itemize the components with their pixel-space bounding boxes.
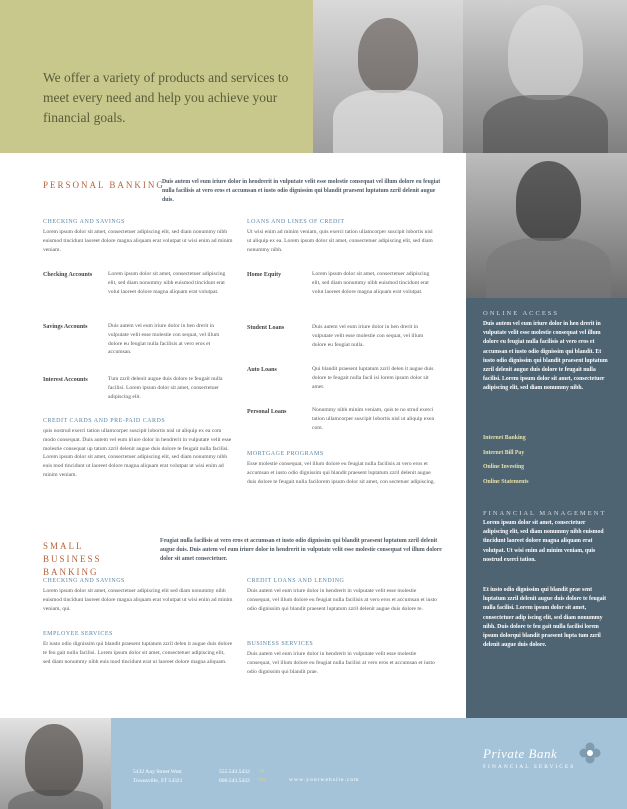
bank-logo (461, 742, 601, 782)
interest-accounts-label: Interest Accounts (43, 377, 88, 383)
student-loans-text: Duis autem vel eum iriure dolor in hen drerit in vulputate velit esse molestie con sequat, vel illum dolore eu feugiat nulla. (312, 324, 424, 348)
checking-accounts-label: Checking Accounts (43, 272, 93, 278)
student-loans-label: Student Loans (247, 325, 285, 331)
employee-services-body: Et iusto odio dignissim qui blandit praesent luptatum zzril delen it augue duis dolore te feu gait nulla facilisi. Lorem ipsum dolor sit amet, consectetuer adipiscing elit, sed diam nonummy nibh euis mod tincidunt erat ut laoreet dolore magna aliquam. (43, 641, 233, 665)
business-services-heading: BUSINESS SERVICES (247, 641, 314, 647)
fax-label: fax (259, 777, 267, 783)
link-online-statements[interactable]: Online Statements (483, 479, 529, 485)
link-online-investing[interactable]: Online Investing (483, 464, 525, 470)
phone-number: 555.543.5432 (219, 769, 250, 775)
financial-management-heading: FINANCIAL MANAGEMENT (483, 510, 607, 517)
savings-accounts-text: Duis autem vel eum iriure dolor in hen drerit in vulputate velit esse molestie con sequat, vel illum dolore eu feugiat nulla facilisis at vero eros et accumsan. (108, 323, 220, 356)
footer-bar (111, 718, 627, 809)
hero-tagline: We offer a variety of products and services to meet every need and help you achieve your financial goals. (43, 70, 289, 125)
loans-heading: LOANS AND LINES OF CREDIT (247, 219, 345, 225)
logo-subtitle: FINANCIAL SERVICES (483, 764, 576, 770)
sb-checking-body: Lorem ipsum dolor sit amet, consectetuer adipiscing elit sed diam nonummy nibh euismod tincidunt laoreet dolore magna aliquam erat volutpat ut wisi enim ad minim veniam, qui. (43, 588, 233, 612)
online-access-heading: ONLINE ACCESS (483, 310, 560, 317)
home-equity-label: Home Equity (247, 272, 282, 278)
website-link[interactable]: www.yourwebsite.com (289, 777, 360, 783)
auto-loans-text: Qui blandit praesent luptatum zzril delen it augue duis dolore te feugait nulla facil isi lorem ipsum dolor sit amet. (312, 366, 434, 390)
checking-accounts-text: Lorem ipsum dolor sit amet, consectetuer adipiscing elit, sed diam nonummy nibh euismod tincidunt erat volut laoreet dolore magna aliquam erat volutpat. (108, 271, 226, 295)
photo-woman-portrait (0, 718, 111, 809)
address-line-1: 5432 Any Street West (133, 769, 182, 775)
checking-savings-body: Lorem ipsum dolor sit amet, consectetuer adipiscing elit, sed diam nonummy nibh euismod tincidunt laoreet dolore magna aliquam erat volutpat ut wisi enim ad minim veniam. (43, 229, 233, 253)
financial-management-body-2: Et iusto odio dignissim qui blandit prae sent luptatum zzril delenit augue duis dolore te feugait nulla facilisi. Lorem ipsum dolor sit amet, consectetuer adip iscing elit, sed diam nonummy nibh. Duis dolore te feu gait nulla facilisi lorem ipsum dolorqui blandit praesent lupta tum zzril delenit augue duis dolore. (483, 587, 607, 649)
logo-wordmark: Private Bank (483, 746, 558, 761)
personal-banking-title: PERSONAL BANKING (43, 180, 165, 190)
savings-accounts-label: Savings Accounts (43, 324, 88, 330)
credit-cards-body: quis nostrud exerci tation ullamcorper suscipit lobortis nisl ut aliquip ex ea com modo consequat. Duis autem vel eum iriure dolor in hendrerit in vulputate velit esse molestie consequat up tatum zzril delenit augue duis dolore te feugait nulla facilisi. Lorem ipsum dolor sit amet, consectetuer adipiscing elit, sed diam nonummy nibh euis mod tincidunt ut laoreet dolore magna aliquam erat volutpat ut wisi enim ad minim veniam. (43, 428, 232, 478)
loans-body: Ut wisi enim ad minim veniam, quis exerci tation ullamcorper suscipit lobortis nisl ut aliquip ex ea. Lorem ipsum dolor sit amet, consectetuer adipiscing elit, sed diam nonummy nibh. (247, 229, 433, 253)
credit-loans-body: Duis autem vel eum iriure dolor in hendrerit in vulputate velit esse molestie consequat, vel illum dolore eu feugiat nulla facilisis at vero eros et accumsan et iusto odio dignissim qui blandit praesent luptatum zzril delenit augue duis dolore te. (247, 588, 437, 612)
employee-services-heading: EMPLOYEE SERVICES (43, 631, 113, 637)
personal-banking-intro: Duis autem vel eum iriure dolor in hendrerit in vulputate velit esse molestie consequat vel illum dolore eu feugiat nulla facilisis at vero eros et accumsan et iusto odio dignissim qui blandit praesent luptatum zzril delenit augue duis. (162, 179, 441, 203)
checking-savings-heading: CHECKING AND SAVINGS (43, 219, 125, 225)
phone-label: tel (259, 768, 265, 774)
sb-checking-heading: CHECKING AND SAVINGS (43, 578, 125, 584)
auto-loans-label: Auto Loans (247, 367, 277, 373)
credit-cards-heading: CREDIT CARDS AND PRE-PAID CARDS (43, 418, 166, 424)
link-internet-banking[interactable]: Internet Banking (483, 435, 526, 441)
sidebar-panel (466, 298, 627, 718)
small-business-intro: Feugiat nulla facilisis at vero eros et accumsan et iusto odio dignissim qui blandit praesent luptatum zzril delenit augue duis. Duis autem vel eum iriure dolor in hendrerit in vulputate velit esse molestie consequat vel illum dolore dolor sit amet consectetuer. (160, 538, 442, 562)
personal-loans-text: Nonummy nibh minim veniam, quis te no strud exerci tation ullamcorper suscipit lobortis nisl ut aliquip exea com. (312, 407, 434, 431)
interest-accounts-text: Tum zzril delenit augue duis dolore te feugait nulla facilisi. Lorem ipsum dolor sit amet, consectetuer adipiscing elit. (108, 376, 223, 400)
financial-management-body-1: Lorem ipsum dolor sit amet, consectetuer adipiscing elit, sed diam nonummy nibh euismod tincidunt laoreet dolore magna aliquam erat volutpat. Ut wisi enim ad minim veniam, quis nostrud exerci tation. (483, 520, 604, 563)
photo-man-glasses (313, 0, 463, 153)
photo-man-smiling (466, 153, 627, 298)
photo-woman-smiling (463, 0, 627, 153)
home-equity-text: Lorem ipsum dolor sit amet, consectetuer adipiscing elit, sed diam nonummy nibh euismod tincidunt erat volut laoreet dolore magna aliquam erat volutpat. (312, 271, 430, 295)
personal-loans-label: Personal Loans (247, 409, 287, 415)
mortgage-body: Esse molestie consequat, vel illum dolore eu feugiat nulla facilisis at vero eros et accumsan et iusto odio dignissim qui blandit praesent luptatum zzril delenit augue duis dolore te feugait nulla facilorem ipsum dolor sit amet, con sectetuer adipiscing. (247, 461, 435, 485)
fax-number: 800.543.5432 (219, 778, 250, 784)
business-services-body: Duis autem vel eum iriure dolor in hendrerit in vulputate velit esse molestie consequat, vel illum dolore eu feugiat nulla facilisi at vero eros et accumsan et iusto odio dignissim qui blandit prae. (247, 651, 435, 675)
link-internet-bill-pay[interactable]: Internet Bill Pay (483, 450, 525, 456)
mortgage-heading: MORTGAGE PROGRAMS (247, 451, 324, 457)
logo-flower-icon (579, 742, 601, 764)
credit-loans-heading: CREDIT LOANS AND LENDING (247, 578, 345, 584)
address-line-2: Townsville, ST 54321 (133, 778, 183, 784)
small-business-title: SMALL BUSINESS BANKING (43, 541, 102, 577)
online-access-body: Duis autem vel eum iriure dolor in hen drerit in vulputate velit esse molestie consequat vel illum dolore eu feugiat nulla facilisis at vero eros et accumsan et iusto odio dignissim qui blandit. Et iusto odio dignissim qui blandit praesent luptatum zzril delenit augue duis dolore te feugait nulla facilisi. Lorem ipsum dolor sit amet, consectetuer adipiscing elit, sed diam nonummy nibh. (483, 321, 608, 392)
